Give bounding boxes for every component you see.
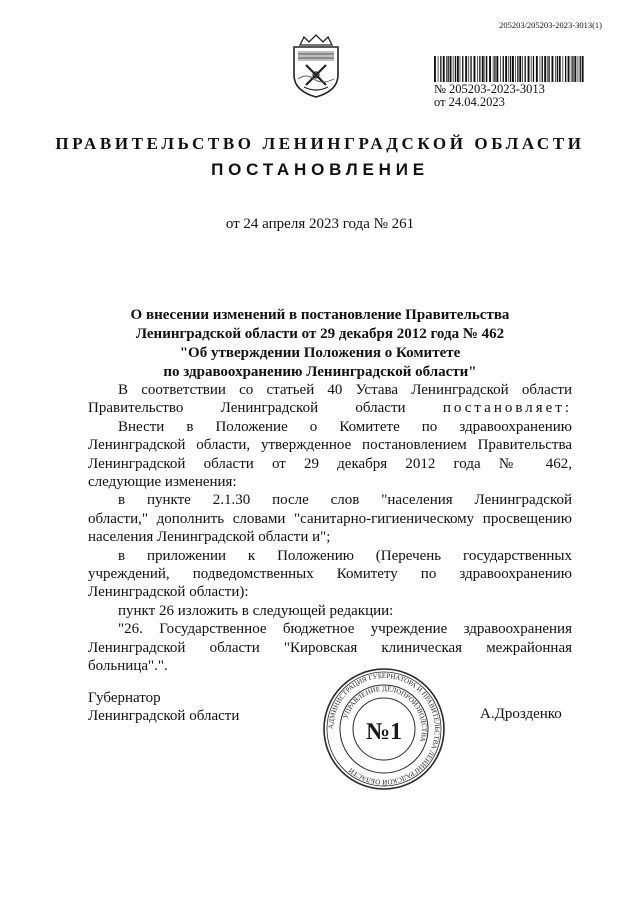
barcode-bar: [443, 56, 445, 82]
coat-of-arms-emblem: [290, 33, 342, 99]
barcode-bar: [547, 56, 548, 82]
barcode-bar: [479, 56, 480, 82]
registration-block: [434, 83, 545, 109]
barcode-bar: [568, 56, 570, 82]
barcode-bar: [485, 56, 486, 82]
barcode-bar: [446, 56, 447, 82]
barcode-bar: [536, 56, 538, 82]
barcode-bar: [519, 56, 521, 82]
barcode-bar: [457, 56, 459, 82]
barcode-bar: [515, 56, 516, 82]
barcode-bar: [505, 56, 507, 82]
barcode-bar: [548, 56, 549, 82]
barcode-bar: [542, 56, 543, 82]
barcode-bar: [578, 56, 579, 82]
document-type: ПОСТАНОВЛЕНИЕ: [211, 160, 429, 179]
barcode-bar: [555, 56, 556, 82]
barcode-bar: [528, 56, 530, 82]
barcode-image: [434, 56, 586, 82]
subject-line: "Об утверждении Положения о Комитете: [179, 345, 461, 361]
decree-subject: [0, 306, 640, 382]
body-line: Внести в Положение о Комитете по здравоохранению: [118, 418, 572, 435]
barcode-bar: [531, 56, 532, 82]
body-line: учреждений, подведомственных Комитету по здравоохранению: [88, 566, 572, 583]
barcode-bar: [544, 56, 546, 82]
barcode-bar: [503, 56, 504, 82]
body-text-spaced: постановляет:: [442, 400, 573, 417]
body-line: Ленинградской области):: [88, 584, 249, 601]
signatory-title-line: Ленинградской области: [88, 708, 240, 725]
body-line: области," дополнить словами "санитарно-гигиеническому просвещению: [88, 510, 572, 527]
barcode-bar: [434, 56, 436, 82]
document-id: 205203/205203-2023-3013(1): [499, 20, 602, 30]
barcode-bar: [510, 56, 511, 82]
seal-number: №1: [365, 719, 403, 745]
barcode-bar: [525, 56, 526, 82]
decree-date-number: от 24 апреля 2023 года № 261: [225, 216, 415, 232]
barcode-bar: [552, 56, 554, 82]
barcode-bar: [486, 56, 487, 82]
subject-line: Ленинградской области от 29 декабря 2012 года № 462: [135, 326, 505, 342]
signatory-title: [88, 689, 239, 726]
barcode-bar: [571, 56, 572, 82]
barcode-bar: [522, 56, 523, 82]
body-line: пункт 26 изложить в следующей редакции:: [118, 602, 394, 619]
body-line: Ленинградской области от 29 декабря 2012 года № 462,: [88, 455, 572, 472]
body-line: Ленинградской области, утвержденное постановлением Правительства: [88, 437, 572, 454]
barcode-bar: [493, 56, 494, 82]
barcode-bar: [582, 56, 584, 82]
barcode-bar: [565, 56, 566, 82]
government-name: ПРАВИТЕЛЬСТВО ЛЕНИНГРАДСКОЙ ОБЛАСТИ: [55, 134, 585, 153]
subject-line: по здравоохранению Ленинградской области": [163, 364, 477, 380]
barcode-bar: [559, 56, 561, 82]
barcode-bar: [468, 56, 469, 82]
body-line: в приложении к Положению (Перечень государственных: [118, 547, 572, 564]
barcode-bar: [448, 56, 449, 82]
registration-number: № 205203-2023-3013: [434, 82, 545, 96]
barcode-bar: [482, 56, 484, 82]
barcode-bar: [474, 56, 476, 82]
body-line: "26. Государственное бюджетное учреждение здравоохранения: [118, 621, 572, 638]
barcode-bar: [438, 56, 439, 82]
barcode-bar: [533, 56, 534, 82]
barcode-bar: [557, 56, 558, 82]
barcode-bar: [450, 56, 452, 82]
barcode-bar: [517, 56, 518, 82]
barcode-bar: [580, 56, 581, 82]
body-line: больница".".: [88, 658, 168, 675]
barcode-bar: [440, 56, 441, 82]
barcode-bar: [500, 56, 501, 82]
seal-outer-text: АДМИНИСТРАЦИЯ ГУБЕРНАТОРА И ПРАВИТЕЛЬСТВА ЛЕНИНГРАДСКОЙ ОБЛАСТИ: [326, 671, 442, 787]
barcode-bar: [496, 56, 498, 82]
subject-line: О внесении изменений в постановление Правительства: [130, 307, 510, 323]
barcode-bar: [465, 56, 467, 82]
barcode-bar: [512, 56, 514, 82]
barcode-bar: [470, 56, 471, 82]
decree-body: [88, 381, 572, 676]
official-seal-stamp: [322, 667, 446, 791]
barcode-bar: [540, 56, 541, 82]
body-line: Ленинградской области "Кировская клиническая межрайонная: [88, 639, 572, 656]
barcode-bar: [477, 56, 478, 82]
signatory-name: А.Дрозденко: [480, 706, 562, 722]
body-line: следующие изменения:: [88, 474, 237, 491]
barcode-bar: [572, 56, 573, 82]
barcode-bar: [489, 56, 491, 82]
body-text: Правительство Ленинградской области: [88, 400, 406, 417]
barcode-bar: [455, 56, 456, 82]
barcode-bar: [508, 56, 509, 82]
body-line: [88, 399, 572, 417]
body-line: В соответствии со статьей 40 Устава Ленинградской области: [118, 382, 572, 398]
barcode-bar: [574, 56, 576, 82]
barcode-bar: [563, 56, 564, 82]
registration-date: от 24.04.2023: [434, 95, 505, 109]
barcode-bar: [462, 56, 463, 82]
barcode-bar: [460, 56, 461, 82]
body-line: в пункте 2.1.30 после слов "населения Ленинградской: [118, 492, 572, 509]
barcode-bar: [494, 56, 495, 82]
body-line: населения Ленинградской области и";: [88, 529, 331, 546]
seal-inner-text: УПРАВЛЕНИЕ ДЕЛОПРОИЗВОДСТВА: [341, 684, 429, 743]
signatory-title-line: Губернатор: [88, 690, 161, 706]
barcode-bar: [453, 56, 454, 82]
